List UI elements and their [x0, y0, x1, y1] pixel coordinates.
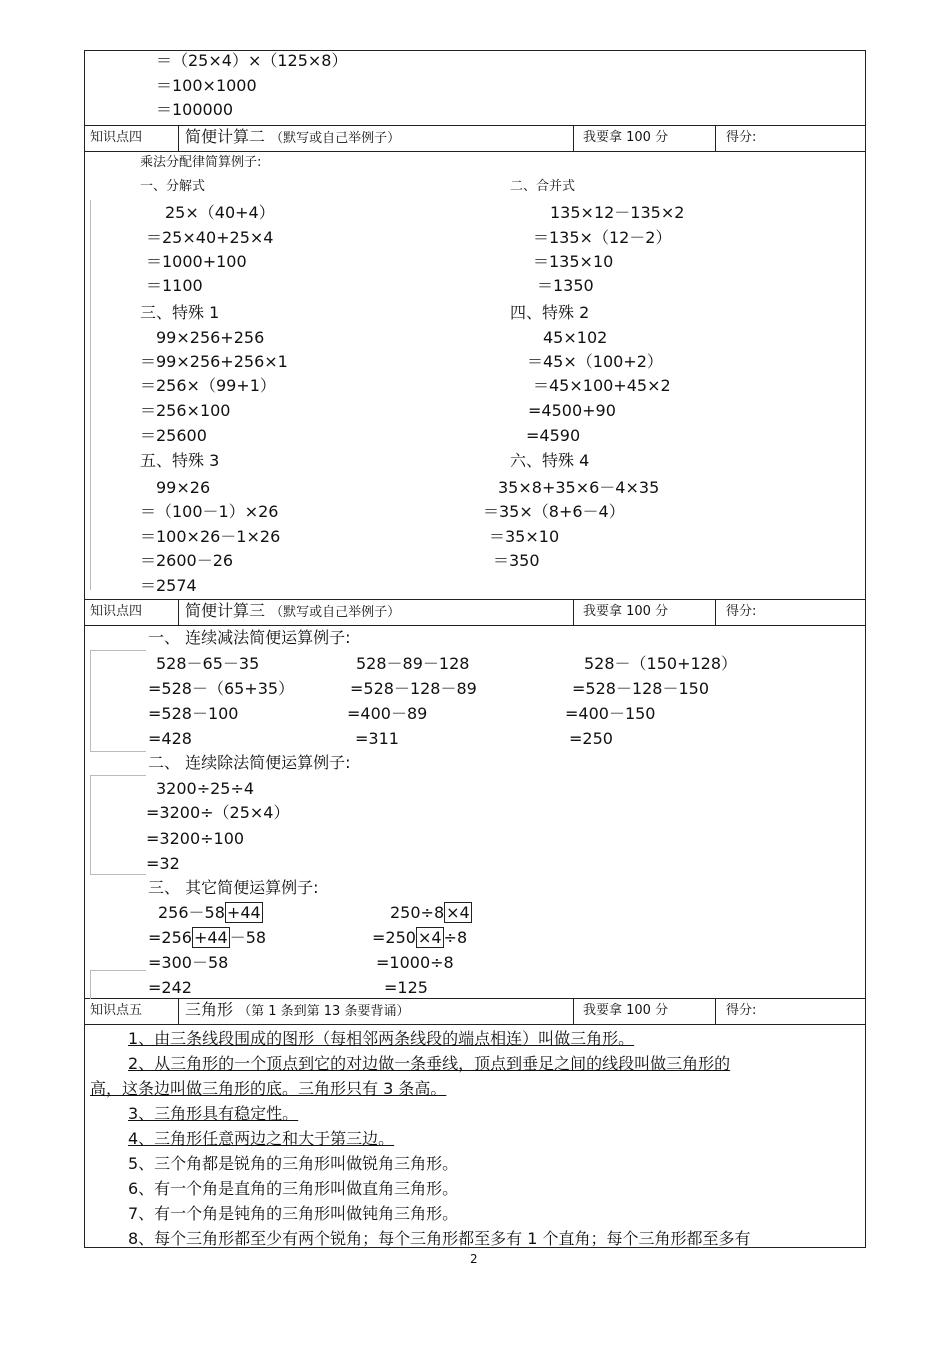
- calc-line: =528－128－89: [350, 679, 477, 698]
- decorative-bracket: [90, 775, 146, 875]
- calc-line: ＝25×40+25×4: [146, 228, 274, 247]
- subsection-title: 一、分解式: [140, 179, 206, 194]
- calc-line: =428: [148, 729, 192, 748]
- calc-line: =300－58: [148, 953, 229, 972]
- list-item: 8、每个三角形都至少有两个锐角；每个三角形都至多有 1 个直角；每个三角形都至多有: [128, 1229, 751, 1248]
- calc-line: ＝45×（100+2）: [527, 352, 663, 371]
- section-title: [185, 127, 400, 149]
- list-item: 4、三角形任意两边之和大于第三边。: [128, 1129, 395, 1148]
- row-divider: [84, 998, 866, 999]
- calc-line: ＝25600: [140, 426, 207, 445]
- calc-line: ＝135×（12－2）: [533, 228, 672, 247]
- calc-line: ＝256×100: [140, 401, 231, 420]
- calc-line: ＝1350: [537, 276, 594, 295]
- calc-line: ＝350: [493, 551, 540, 570]
- list-item: 3、三角形具有稳定性。: [128, 1104, 299, 1123]
- calc-line: 528－（150+128）: [584, 654, 738, 673]
- decorative-bracket: [90, 650, 146, 752]
- goal-label: 我要拿 100 分: [583, 604, 669, 619]
- calc-part: ÷8: [443, 928, 468, 947]
- list-item: 5、三个角都是锐角的三角形叫做锐角三角形。: [128, 1154, 459, 1173]
- col-divider: [715, 998, 716, 1024]
- calc-part: 250÷8: [390, 903, 445, 922]
- col-divider: [715, 599, 716, 625]
- calc-line: =528－100: [148, 704, 239, 723]
- calc-line: =3200÷（25×4）: [146, 803, 290, 822]
- subsection-title: 三、 其它简便运算例子:: [148, 878, 319, 897]
- section-tag: 知识点四: [90, 130, 143, 145]
- section-title-text: 三角形: [185, 1000, 234, 1019]
- row-divider: [84, 125, 866, 126]
- score-label: 得分:: [726, 604, 757, 619]
- section-note: （第 1 条到第 13 条要背诵）: [238, 1004, 410, 1019]
- subsection-title: 四、特殊 2: [510, 303, 590, 322]
- boxed-term: +44: [226, 903, 261, 922]
- calc-line: 3200÷25÷4: [156, 779, 255, 798]
- calc-line: 528－65－35: [156, 654, 260, 673]
- calc-line: 35×8+35×6－4×35: [498, 478, 660, 497]
- calc-line: ＝256×（99+1）: [140, 376, 276, 395]
- boxed-term: ×4: [417, 928, 442, 947]
- subsection-title: 六、特殊 4: [510, 451, 590, 470]
- col-divider: [573, 125, 574, 151]
- calc-line: [158, 903, 263, 923]
- calc-line: =32: [146, 854, 180, 873]
- calc-line: =400－89: [347, 704, 428, 723]
- calc-line: 99×26: [156, 478, 211, 497]
- goal-label: 我要拿 100 分: [583, 1003, 669, 1018]
- calc-line: =125: [384, 978, 428, 997]
- calc-line: ＝100×1000: [156, 76, 257, 95]
- calc-line: =311: [355, 729, 399, 748]
- section-note: （默写或自己举例子）: [270, 131, 401, 146]
- row-divider: [84, 625, 866, 626]
- section-title: [185, 601, 400, 623]
- calc-line: ＝135×10: [533, 252, 614, 271]
- calc-line: =4500+90: [528, 401, 616, 420]
- list-item: 7、有一个角是钝角的三角形叫做钝角三角形。: [128, 1204, 459, 1223]
- boxed-term: +44: [193, 928, 228, 947]
- goal-label: 我要拿 100 分: [583, 130, 669, 145]
- boxed-term: ×4: [446, 903, 470, 922]
- section-tag: 知识点五: [90, 1003, 143, 1018]
- page-number: 2: [470, 1252, 478, 1266]
- calc-line: ＝1000+100: [146, 252, 247, 271]
- calc-line: ＝2574: [140, 576, 197, 595]
- calc-line: 25×（40+4）: [165, 203, 275, 222]
- calc-part: =250: [372, 928, 416, 947]
- calc-line: ＝2600－26: [140, 551, 234, 570]
- section-title: [185, 1000, 409, 1022]
- subsection-title: 五、特殊 3: [140, 451, 220, 470]
- subsection-title: 二、 连续除法简便运算例子:: [148, 753, 351, 772]
- calc-line: =3200÷100: [146, 829, 245, 848]
- calc-part: 256－58: [158, 903, 225, 922]
- calc-line: 45×102: [543, 328, 608, 347]
- calc-line: ＝1100: [146, 276, 203, 295]
- calc-line: [148, 928, 266, 948]
- score-label: 得分:: [726, 130, 757, 145]
- col-divider: [573, 599, 574, 625]
- decorative-bracket: [90, 200, 146, 590]
- calc-line: 135×12－135×2: [550, 203, 685, 222]
- section-tag: 知识点四: [90, 604, 143, 619]
- subsection-title: 三、特殊 1: [140, 303, 220, 322]
- calc-line: ＝100000: [156, 100, 234, 119]
- calc-line: ＝35×10: [489, 527, 560, 546]
- score-label: 得分:: [726, 1003, 757, 1018]
- calc-line: ＝（25×4）×（125×8）: [156, 51, 348, 70]
- calc-line: =528－（65+35）: [148, 679, 295, 698]
- calc-line: ＝45×100+45×2: [533, 376, 671, 395]
- list-item: 2、从三角形的一个顶点到它的对边做一条垂线，顶点到垂足之间的线段叫做三角形的: [128, 1054, 731, 1073]
- subsection-title: 一、 连续减法简便运算例子:: [148, 628, 351, 647]
- calc-line: =250: [569, 729, 613, 748]
- calc-part: =256: [148, 928, 192, 947]
- calc-line: [372, 928, 467, 948]
- list-item: 1、由三条线段围成的图形（每相邻两条线段的端点相连）叫做三角形。: [128, 1029, 635, 1048]
- subsection-title: 二、合并式: [510, 179, 576, 194]
- calc-line: ＝100×26－1×26: [140, 527, 281, 546]
- calc-line: =528－128－150: [572, 679, 710, 698]
- row-divider: [84, 599, 866, 600]
- list-item: 高，这条边叫做三角形的底。三角形只有 3 条高。: [90, 1079, 447, 1098]
- calc-line: ＝35×（8+6－4）: [483, 502, 625, 521]
- calc-part: －58: [229, 928, 267, 947]
- col-divider: [573, 998, 574, 1024]
- section-title-text: 简便计算二: [185, 127, 266, 146]
- calc-line: =400－150: [565, 704, 656, 723]
- calc-line: ＝99×256+256×1: [140, 352, 288, 371]
- calc-line: =4590: [526, 426, 581, 445]
- section-note: （默写或自己举例子）: [270, 605, 401, 620]
- calc-line: ＝（100－1）×26: [140, 502, 279, 521]
- col-divider: [178, 998, 179, 1024]
- col-divider: [178, 125, 179, 151]
- col-divider: [715, 125, 716, 151]
- row-divider: [84, 151, 866, 152]
- calc-line: 528－89－128: [356, 654, 470, 673]
- col-divider: [178, 599, 179, 625]
- calc-line: =242: [148, 978, 192, 997]
- calc-line: [390, 903, 472, 923]
- row-divider: [84, 1024, 866, 1025]
- list-item: 6、有一个角是直角的三角形叫做直角三角形。: [128, 1179, 459, 1198]
- calc-line: 99×256+256: [156, 328, 265, 347]
- calc-line: =1000÷8: [376, 953, 454, 972]
- section-title-text: 简便计算三: [185, 601, 266, 620]
- decorative-bracket: [90, 970, 146, 999]
- intro-text: 乘法分配律简算例子:: [140, 155, 262, 170]
